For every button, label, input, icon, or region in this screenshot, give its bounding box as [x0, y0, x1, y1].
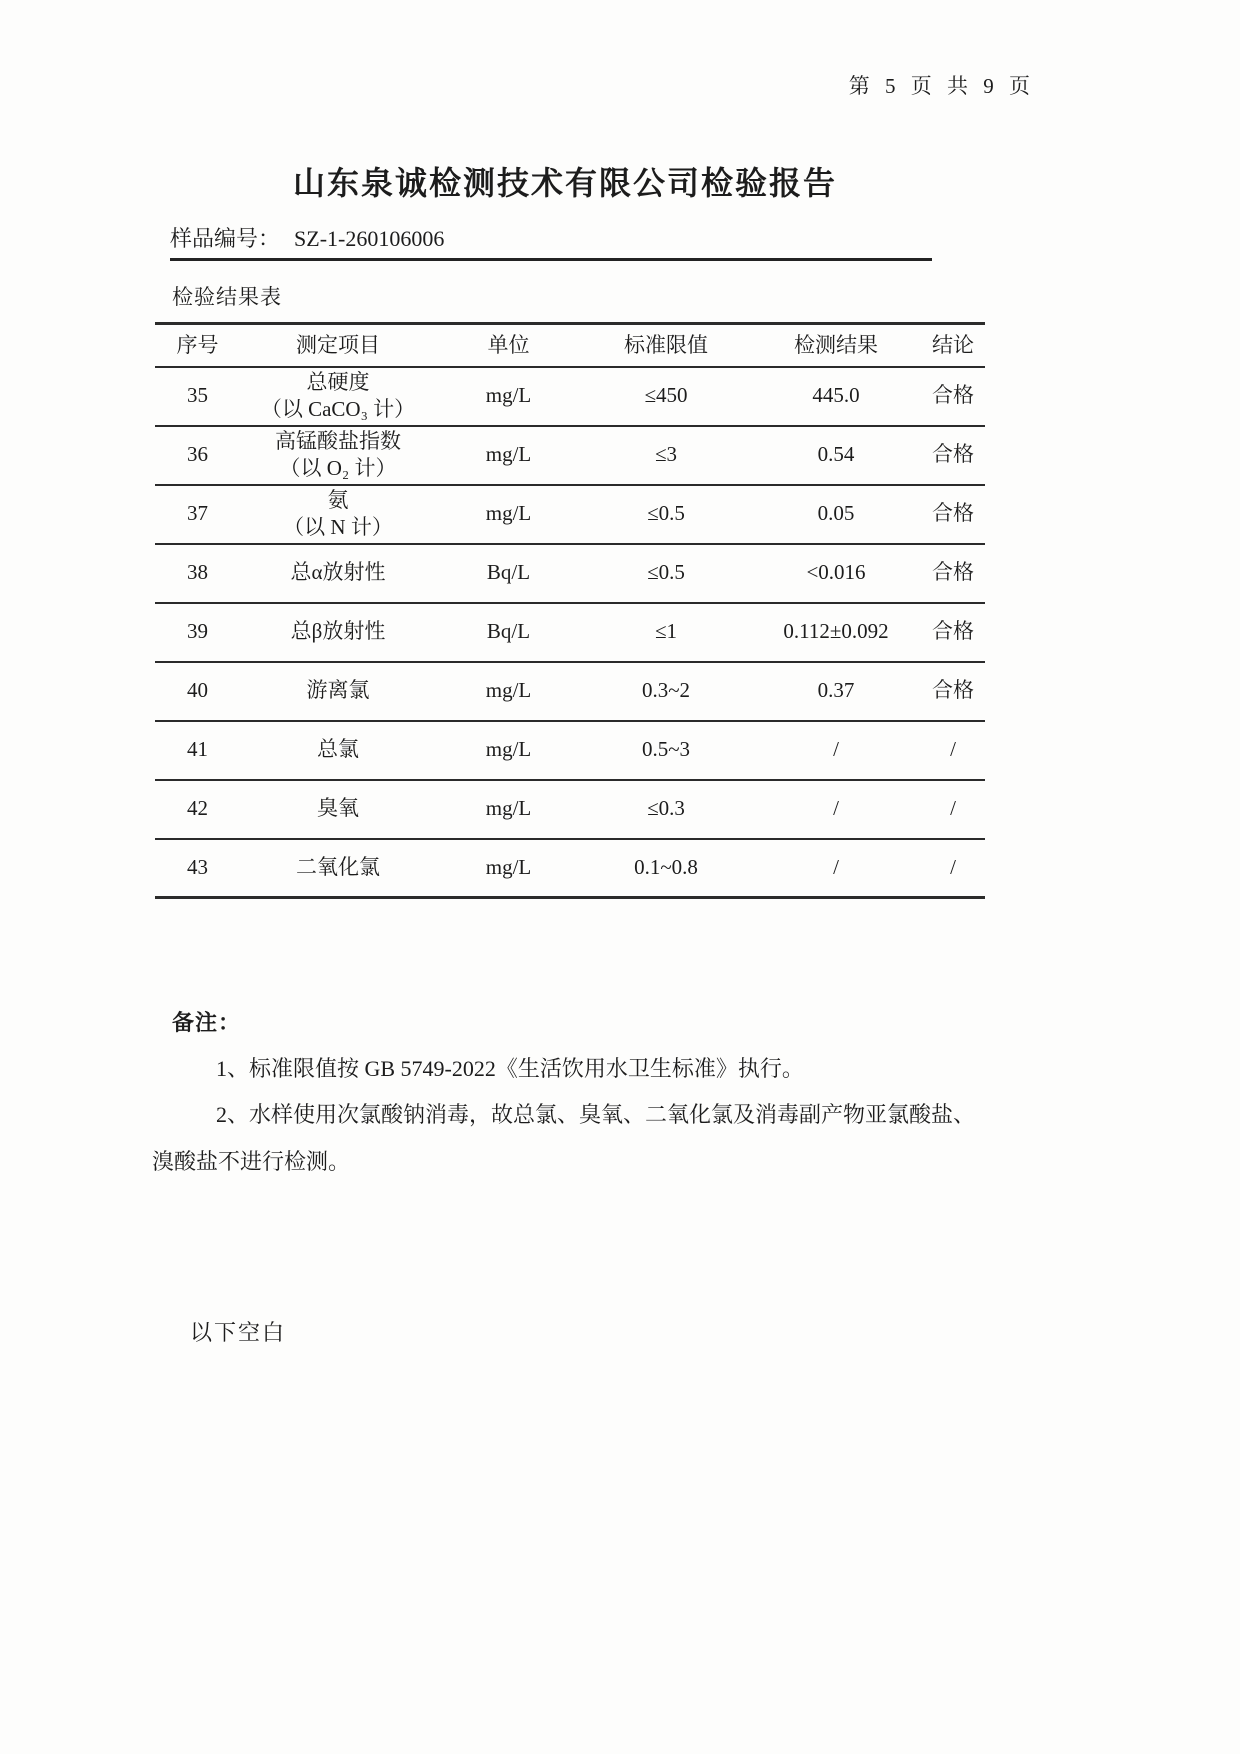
sample-id-value: SZ-1-260106006 [294, 226, 445, 251]
cell-unit: mg/L [436, 662, 581, 721]
table-row [155, 367, 985, 426]
cell-seq: 43 [187, 855, 208, 880]
table-row [155, 485, 985, 544]
cell-conclusion: 合格 [921, 662, 985, 721]
cell-seq: 38 [155, 544, 240, 603]
cell-unit: mg/L [436, 426, 581, 485]
cell-item [240, 839, 436, 898]
cell-limit: ≤3 [581, 426, 751, 485]
table-row [155, 839, 985, 898]
item-name-line1: 高锰酸盐指数 [275, 428, 401, 453]
item-name-line1: 总氯 [317, 737, 359, 762]
cell-conclusion: / [921, 721, 985, 780]
cell-item [240, 426, 436, 485]
cell-result: 0.37 [751, 662, 921, 721]
cell-seq: 40 [155, 662, 240, 721]
below-blank-text: 以下空白 [190, 1320, 287, 1345]
results-table-head [155, 324, 985, 367]
cell-unit: Bq/L [436, 603, 581, 662]
table-row [155, 721, 985, 780]
cell-limit: ≤0.5 [581, 544, 751, 603]
item-name-line1: 游离氯 [306, 678, 370, 703]
table-row [155, 603, 985, 662]
cell-seq: 36 [155, 426, 240, 485]
cell-result: <0.016 [751, 544, 921, 603]
cell-unit: Bq/L [436, 544, 581, 603]
cell-seq: 41 [155, 721, 240, 780]
cell-unit: mg/L [485, 855, 532, 880]
results-table-body [155, 367, 985, 898]
cell-item [240, 780, 436, 839]
results-table [155, 322, 985, 899]
item-name-line2: （以 N 计） [283, 515, 393, 539]
cell-limit: ≤1 [581, 603, 751, 662]
notes-label: 备注： [172, 1010, 242, 1035]
cell-limit: 0.5~3 [581, 721, 751, 780]
column-header: 序号 [155, 324, 240, 367]
table-row [155, 780, 985, 839]
cell-seq: 37 [155, 485, 240, 544]
notes-section [152, 1000, 984, 1185]
cell-conclusion: 合格 [921, 367, 985, 426]
cell-limit: ≤0.3 [581, 780, 751, 839]
table-row [155, 426, 985, 485]
cell-seq: 42 [155, 780, 240, 839]
cell-result: 445.0 [751, 367, 921, 426]
column-header: 结论 [921, 324, 985, 367]
table-row [155, 544, 985, 603]
cell-limit: ≤450 [581, 367, 751, 426]
cell-conclusion: 合格 [921, 603, 985, 662]
cell-seq: 35 [155, 367, 240, 426]
cell-conclusion: 合格 [921, 426, 985, 485]
notes-list [152, 1046, 984, 1185]
cell-conclusion: / [921, 780, 985, 839]
cell-result: 0.112±0.092 [751, 603, 921, 662]
item-name-line1: 二氧化氯 [296, 855, 380, 880]
cell-result: / [833, 855, 839, 880]
cell-limit: 0.3~2 [581, 662, 751, 721]
cell-conclusion: 合格 [921, 485, 985, 544]
note-item: 2、水样使用次氯酸钠消毒，故总氯、臭氧、二氧化氯及消毒副产物亚氯酸盐、溴酸盐不进行检测。 [152, 1102, 976, 1174]
cell-item [240, 721, 436, 780]
cell-item [240, 662, 436, 721]
note-item: 1、标准限值按 GB 5749-2022《生活饮用水卫生标准》执行。 [216, 1056, 804, 1082]
cell-item [240, 603, 436, 662]
cell-conclusion: / [950, 855, 956, 880]
cell-unit: mg/L [436, 367, 581, 426]
results-table-caption: 检验结果表 [172, 285, 282, 309]
cell-seq: 39 [155, 603, 240, 662]
cell-unit: mg/L [436, 721, 581, 780]
item-name-line1: 总α放射性 [290, 560, 386, 585]
cell-unit: mg/L [436, 780, 581, 839]
cell-item [240, 485, 436, 544]
sample-id-label: 样品编号： [170, 226, 281, 251]
cell-conclusion: 合格 [921, 544, 985, 603]
column-header: 检测结果 [751, 324, 921, 367]
cell-result: / [751, 721, 921, 780]
page-title: 山东泉诚检测技术有限公司检验报告 [292, 165, 837, 201]
item-name-line2: （以 CaCO₃ 计） [260, 397, 416, 421]
cell-item [240, 367, 436, 426]
cell-unit: mg/L [436, 485, 581, 544]
item-name-line1: 氨 [327, 487, 349, 512]
table-row [155, 662, 985, 721]
column-header: 测定项目 [240, 324, 436, 367]
cell-result: 0.54 [751, 426, 921, 485]
column-header: 单位 [436, 324, 581, 367]
sample-id-line [170, 222, 932, 261]
cell-item [240, 544, 436, 603]
cell-result: 0.05 [751, 485, 921, 544]
cell-limit: 0.1~0.8 [634, 855, 698, 880]
item-name-line1: 总β放射性 [290, 619, 386, 644]
item-name-line2: （以 O₂ 计） [279, 456, 397, 480]
page-number: 第 5 页 共 9 页 [848, 74, 1035, 98]
item-name-line1: 总硬度 [306, 369, 370, 394]
cell-limit: ≤0.5 [581, 485, 751, 544]
column-header: 标准限值 [581, 324, 751, 367]
results-table-header-row [155, 324, 985, 367]
item-name-line1: 臭氧 [317, 796, 359, 821]
cell-result: / [751, 780, 921, 839]
